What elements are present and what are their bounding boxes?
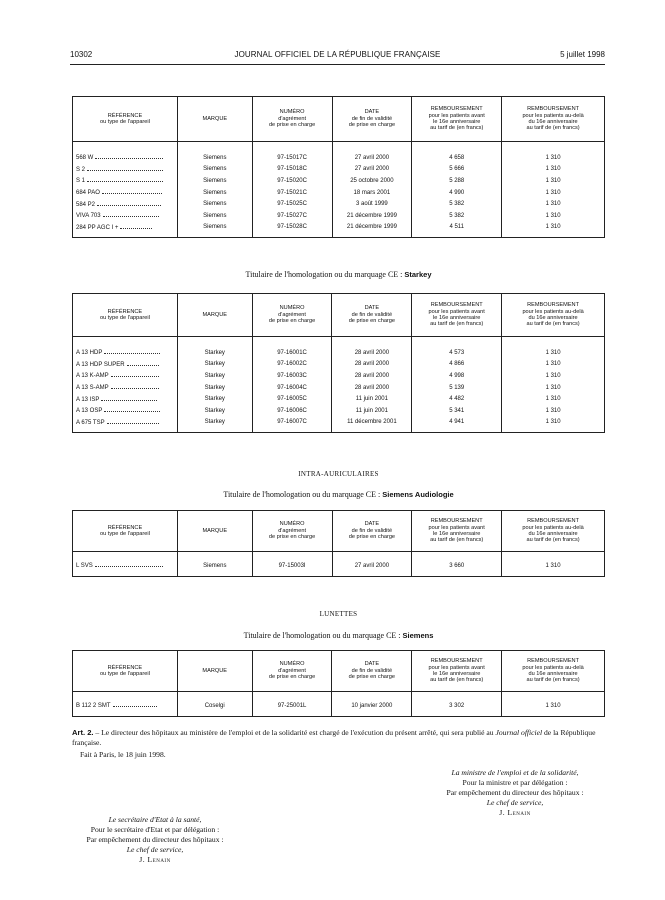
header-rule	[70, 64, 605, 65]
cell-marque: Siemens	[177, 210, 252, 222]
column-header-numero: NUMÉRO d'agrément de prise en charge	[252, 511, 332, 552]
cell-date: 10 janvier 2000	[332, 700, 412, 712]
dot-leader	[113, 702, 157, 707]
cell-remb-avant: 5 341	[412, 405, 502, 417]
cell-numero: 97-16004C	[252, 382, 332, 394]
dot-leader	[127, 361, 159, 366]
cell-date: 25 octobre 2000	[332, 175, 412, 187]
cell-remb-apres: 1 310	[502, 359, 605, 371]
cell-remb-apres: 1 310	[502, 417, 605, 429]
cell-marque: Siemens	[177, 222, 252, 234]
cell-remb-avant: 4 511	[412, 222, 502, 234]
table-row	[73, 222, 605, 234]
holder-name: Starkey	[404, 270, 432, 279]
cell-numero: 97-15018C	[252, 164, 332, 176]
cell-marque: Siemens	[177, 164, 252, 176]
table-spacer	[73, 552, 605, 561]
table-spacer	[73, 337, 605, 348]
table-row	[73, 210, 605, 222]
column-header-remb-avant: REMBOURSEMENT pour les patients avant le 16e anniversaire au tarif de (en francs)	[412, 651, 502, 692]
cell-date: 3 août 1999	[332, 198, 412, 210]
column-header-numero: NUMÉRO d'agrément de prise en charge	[252, 97, 332, 142]
column-header-remb-apres: REMBOURSEMENT pour les patients au-delà du 16e anniversaire au tarif de (en francs)	[502, 294, 605, 337]
column-header-remb-apres: REMBOURSEMENT pour les patients au-delà du 16e anniversaire au tarif de (en francs)	[502, 511, 605, 552]
dot-leader	[111, 372, 159, 377]
signature-left: Le secrétaire d'Etat à la santé, Pour le secrétaire d'Etat et par délégation : Par empêchement du directeur des hôpitaux : Le chef de service, J. Lenain	[86, 815, 224, 864]
cell-reference: B 112 2 SMT	[73, 700, 178, 712]
column-header-reference: RÉFÉRENCE ou type de l'appareil	[73, 511, 178, 552]
cell-reference: 568 W	[73, 152, 178, 164]
cell-reference: S 1	[73, 175, 178, 187]
cell-marque: Starkey	[177, 382, 252, 394]
table-row	[73, 405, 605, 417]
table-row	[73, 370, 605, 382]
dot-leader	[102, 189, 162, 194]
cell-remb-avant: 4 658	[412, 152, 502, 164]
section-heading-intra: INTRA-AURICULAIRES	[298, 470, 379, 478]
dot-leader	[104, 407, 160, 412]
dot-leader	[101, 396, 157, 401]
table-spacer	[73, 428, 605, 433]
cell-numero: 97-16006C	[252, 405, 332, 417]
column-header-marque: MARQUE	[177, 651, 252, 692]
column-header-date: DATE de fin de validité de prise en charge	[332, 294, 412, 337]
cell-remb-avant: 3 302	[412, 700, 502, 712]
cell-marque: Siemens	[177, 175, 252, 187]
cell-remb-avant: 4 990	[412, 187, 502, 199]
cell-remb-apres: 1 310	[502, 210, 605, 222]
column-header-remb-avant: REMBOURSEMENT pour les patients avant le 16e anniversaire au tarif de (en francs)	[412, 97, 502, 142]
cell-numero: 97-25001L	[252, 700, 332, 712]
dot-leader	[120, 224, 152, 229]
column-header-reference: RÉFÉRENCE ou type de l'appareil	[73, 294, 178, 337]
cell-date: 28 avril 2000	[332, 382, 412, 394]
cell-date: 27 avril 2000	[332, 152, 412, 164]
cell-date: 11 décembre 2001	[332, 417, 412, 429]
dot-leader	[104, 349, 160, 354]
dot-leader	[95, 154, 163, 159]
cell-date: 28 avril 2000	[332, 347, 412, 359]
cell-remb-apres: 1 310	[502, 560, 605, 572]
cell-remb-avant: 5 666	[412, 164, 502, 176]
cell-date: 11 juin 2001	[332, 393, 412, 405]
table-spacer	[73, 572, 605, 577]
column-header-reference: RÉFÉRENCE ou type de l'appareil	[73, 651, 178, 692]
column-header-marque: MARQUE	[177, 294, 252, 337]
table-row	[73, 187, 605, 199]
cell-remb-apres: 1 310	[502, 164, 605, 176]
cell-remb-avant: 5 288	[412, 175, 502, 187]
cell-remb-apres: 1 310	[502, 152, 605, 164]
cell-numero: 97-16005C	[252, 393, 332, 405]
cell-remb-apres: 1 310	[502, 198, 605, 210]
cell-numero: 97-15021C	[252, 187, 332, 199]
journal-title: JOURNAL OFFICIEL DE LA RÉPUBLIQUE FRANÇAISE	[234, 50, 441, 59]
column-header-reference: RÉFÉRENCE ou type de l'appareil	[73, 97, 178, 142]
table-header-row	[73, 294, 605, 337]
cell-marque: Starkey	[177, 393, 252, 405]
cell-marque: Starkey	[177, 359, 252, 371]
cell-marque: Coselgi	[177, 700, 252, 712]
cell-reference: A 13 HDP	[73, 347, 178, 359]
cell-remb-apres: 1 310	[502, 347, 605, 359]
cell-numero: 97-15027C	[252, 210, 332, 222]
cell-reference: VIVA 703	[73, 210, 178, 222]
table-siemens	[72, 96, 605, 238]
table-header-row	[73, 97, 605, 142]
cell-remb-avant: 4 482	[412, 393, 502, 405]
section-heading-lunettes: LUNETTES	[319, 610, 358, 618]
cell-reference: S 2	[73, 164, 178, 176]
dot-leader	[103, 212, 159, 217]
column-header-remb-avant: REMBOURSEMENT pour les patients avant le 16e anniversaire au tarif de (en francs)	[412, 294, 502, 337]
cell-numero: 97-15003I	[252, 560, 332, 572]
table-row	[73, 393, 605, 405]
page-number: 10302	[70, 50, 93, 59]
issue-date: 5 juillet 1998	[560, 50, 605, 59]
column-header-remb-avant: REMBOURSEMENT pour les patients avant le 16e anniversaire au tarif de (en francs)	[412, 511, 502, 552]
cell-remb-avant: 4 941	[412, 417, 502, 429]
cell-remb-avant: 4 998	[412, 370, 502, 382]
column-header-remb-apres: REMBOURSEMENT pour les patients au-delà du 16e anniversaire au tarif de (en francs)	[502, 651, 605, 692]
table-row	[73, 700, 605, 712]
dot-leader	[107, 419, 159, 424]
column-header-date: DATE de fin de validité de prise en charge	[332, 97, 412, 142]
cell-marque: Starkey	[177, 347, 252, 359]
holder-line-starkey: Titulaire de l'homologation ou du marquage CE : Starkey	[245, 270, 432, 279]
article-label: Art. 2.	[72, 728, 94, 737]
cell-remb-apres: 1 310	[502, 187, 605, 199]
column-header-marque: MARQUE	[177, 97, 252, 142]
table-starkey	[72, 293, 605, 433]
cell-date: 27 avril 2000	[332, 560, 412, 572]
cell-numero: 97-16002C	[252, 359, 332, 371]
cell-date: 28 avril 2000	[332, 359, 412, 371]
cell-reference: 284 PP AGC I +	[73, 222, 178, 234]
page-header	[70, 50, 605, 64]
dot-leader	[95, 562, 163, 567]
cell-marque: Starkey	[177, 405, 252, 417]
cell-reference: 684 PAO	[73, 187, 178, 199]
cell-reference: A 13 HDP SUPER	[73, 359, 178, 371]
holder-name: Siemens	[402, 631, 434, 640]
cell-numero: 97-15028C	[252, 222, 332, 234]
holder-name: Siemens Audiologie	[382, 490, 454, 499]
column-header-marque: MARQUE	[177, 511, 252, 552]
cell-remb-apres: 1 310	[502, 382, 605, 394]
cell-numero: 97-16001C	[252, 347, 332, 359]
cell-reference: 584 P2	[73, 198, 178, 210]
cell-marque: Starkey	[177, 417, 252, 429]
cell-marque: Starkey	[177, 370, 252, 382]
cell-date: 18 mars 2001	[332, 187, 412, 199]
cell-reference: L SVS	[73, 560, 178, 572]
cell-date: 28 avril 2000	[332, 370, 412, 382]
table-header-row	[73, 511, 605, 552]
cell-remb-apres: 1 310	[502, 370, 605, 382]
cell-remb-avant: 3 660	[412, 560, 502, 572]
cell-remb-apres: 1 310	[502, 405, 605, 417]
cell-numero: 97-15017C	[252, 152, 332, 164]
cell-remb-apres: 1 310	[502, 175, 605, 187]
table-spacer	[73, 233, 605, 238]
cell-date: 21 décembre 1999	[332, 222, 412, 234]
dot-leader	[87, 166, 163, 171]
table-spacer	[73, 712, 605, 717]
cell-reference: A 13 K-AMP	[73, 370, 178, 382]
column-header-numero: NUMÉRO d'agrément de prise en charge	[252, 294, 332, 337]
cell-date: 27 avril 2000	[332, 164, 412, 176]
cell-marque: Siemens	[177, 187, 252, 199]
table-lunettes	[72, 650, 605, 717]
cell-numero: 97-16003C	[252, 370, 332, 382]
table-row	[73, 359, 605, 371]
fait-a-paris: Fait à Paris, le 18 juin 1998.	[80, 750, 166, 759]
cell-numero: 97-15025C	[252, 198, 332, 210]
signature-right: La ministre de l'emploi et de la solidarité, Pour la ministre et par délégation : Par empêchement du directeur des hôpitaux : Le chef de service, J. Lenain	[446, 768, 584, 817]
cell-reference: A 13 OSP	[73, 405, 178, 417]
signatory-name: J. Lenain	[499, 808, 531, 817]
dot-leader	[87, 177, 163, 182]
signatory-name: J. Lenain	[139, 855, 171, 864]
dot-leader	[111, 384, 159, 389]
table-row	[73, 382, 605, 394]
column-header-remb-apres: REMBOURSEMENT pour les patients au-delà du 16e anniversaire au tarif de (en francs)	[502, 97, 605, 142]
table-row	[73, 175, 605, 187]
table-row	[73, 417, 605, 429]
cell-remb-avant: 5 139	[412, 382, 502, 394]
column-header-date: DATE de fin de validité de prise en charge	[332, 651, 412, 692]
cell-remb-avant: 5 382	[412, 198, 502, 210]
dot-leader	[97, 201, 161, 206]
cell-reference: A 675 TSP	[73, 417, 178, 429]
table-header-row	[73, 651, 605, 692]
table-spacer	[73, 692, 605, 701]
cell-marque: Siemens	[177, 152, 252, 164]
cell-date: 21 décembre 1999	[332, 210, 412, 222]
cell-remb-avant: 4 573	[412, 347, 502, 359]
cell-date: 11 juin 2001	[332, 405, 412, 417]
table-spacer	[73, 142, 605, 153]
table-row	[73, 347, 605, 359]
cell-remb-apres: 1 310	[502, 222, 605, 234]
holder-line-siemens: Titulaire de l'homologation ou du marquage CE : Siemens	[243, 631, 434, 640]
cell-numero: 97-16007C	[252, 417, 332, 429]
table-intra-auriculaires	[72, 510, 605, 577]
cell-marque: Siemens	[177, 560, 252, 572]
table-row	[73, 152, 605, 164]
column-header-date: DATE de fin de validité de prise en charge	[332, 511, 412, 552]
cell-remb-avant: 5 382	[412, 210, 502, 222]
cell-marque: Siemens	[177, 198, 252, 210]
cell-reference: A 13 S-AMP	[73, 382, 178, 394]
table-row	[73, 198, 605, 210]
cell-remb-apres: 1 310	[502, 393, 605, 405]
article-2: Art. 2. – Le directeur des hôpitaux au ministère de l'emploi et de la solidarité est chargé de l'exécution du présent arrêté, qui sera publié au Journal officiel de la République française.	[72, 728, 596, 747]
cell-numero: 97-15020C	[252, 175, 332, 187]
holder-line-siemens-audiologie: Titulaire de l'homologation ou du marquage CE : Siemens Audiologie	[223, 490, 454, 499]
table-row	[73, 560, 605, 572]
cell-reference: A 13 ISP	[73, 393, 178, 405]
table-row	[73, 164, 605, 176]
column-header-numero: NUMÉRO d'agrément de prise en charge	[252, 651, 332, 692]
cell-remb-avant: 4 866	[412, 359, 502, 371]
cell-remb-apres: 1 310	[502, 700, 605, 712]
